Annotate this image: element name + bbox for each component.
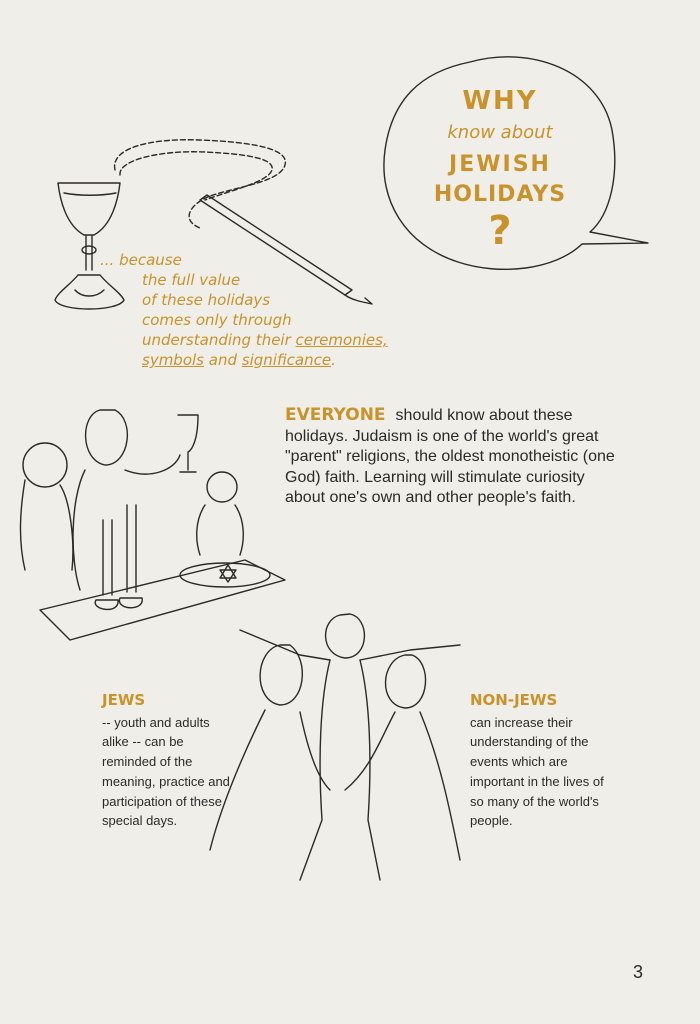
- because-period: .: [331, 351, 336, 369]
- nonjews-paragraph: [470, 691, 610, 831]
- jews-text: -- youth and adults alike -- can be reminded of the meaning, practice and participation of these special days.: [102, 714, 230, 829]
- because-significance: significance: [241, 351, 332, 369]
- nonjews-heading: NON-JEWS: [470, 691, 558, 709]
- because-line-6: [100, 350, 388, 370]
- jews-heading: JEWS: [102, 691, 146, 709]
- three-figures-illustration: [210, 614, 460, 880]
- bubble-holidays: HOLIDAYS: [433, 182, 567, 207]
- because-line-3: of these holidays: [142, 291, 271, 309]
- everyone-paragraph: [285, 405, 625, 509]
- page-number: 3: [633, 962, 644, 982]
- nonjews-text: can increase their understanding of the events which are important in the lives of so many of the world's people.: [470, 714, 604, 829]
- because-symbols: symbols: [142, 351, 204, 369]
- everyone-text: should know about these holidays. Judaism is one of the world's great "parent" religions, the oldest monotheistic (one God) faith. Learning will stimulate curiosity about one's own and other people's faith.: [285, 407, 615, 506]
- jews-paragraph: [102, 691, 232, 831]
- because-and: and: [204, 351, 242, 369]
- bubble-question-mark: ?: [488, 208, 512, 254]
- bubble-why: WHY: [462, 86, 538, 116]
- family-at-table-illustration: [20, 410, 285, 640]
- everyone-heading: EVERYONE: [285, 405, 386, 425]
- because-line-2: the full value: [142, 271, 241, 289]
- because-ceremonies: ceremonies,: [295, 331, 388, 349]
- bubble-know-about: know about: [447, 122, 553, 143]
- because-caption: [100, 250, 388, 370]
- because-line-5: [100, 330, 388, 350]
- because-line-5-a: understanding their: [142, 331, 296, 349]
- because-line-1: ... because: [100, 251, 182, 269]
- bubble-jewish: JEWISH: [449, 152, 551, 177]
- because-line-4: comes only through: [142, 311, 292, 329]
